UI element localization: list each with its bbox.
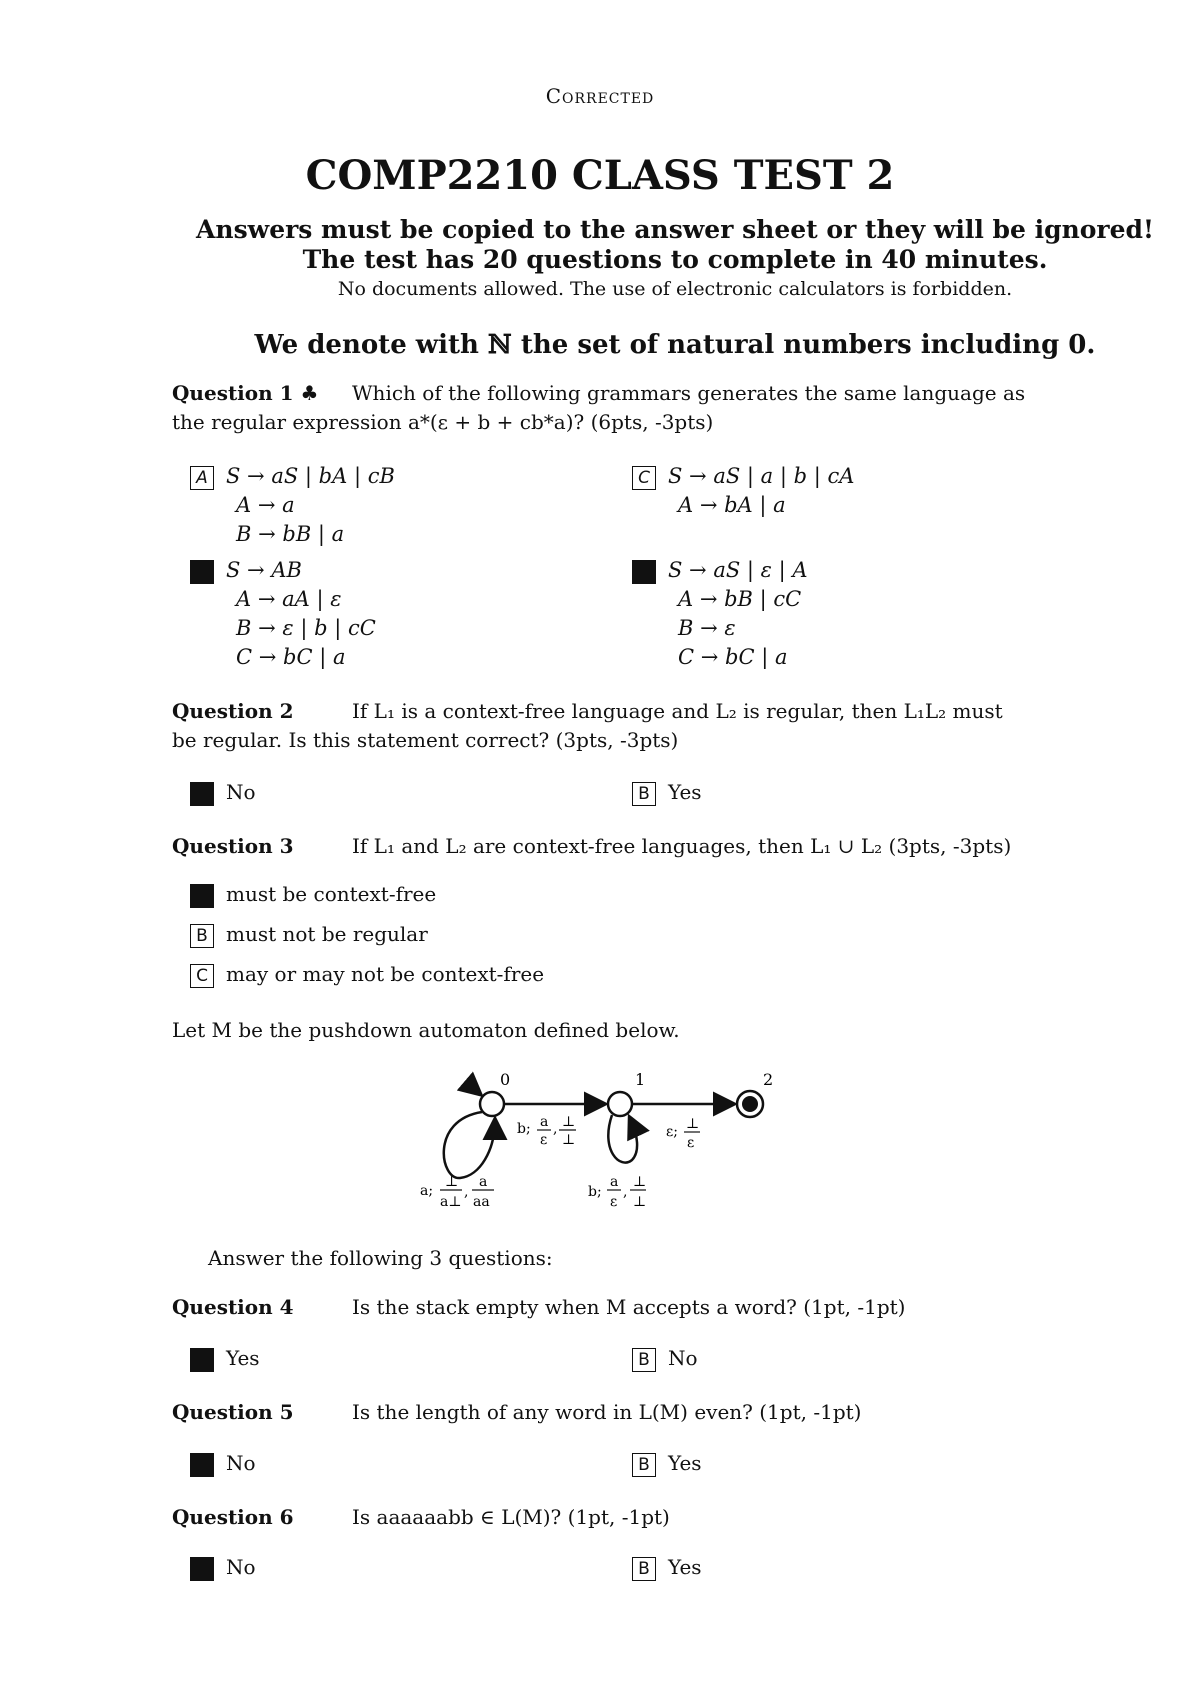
t01-symbol: b; bbox=[517, 1121, 531, 1137]
q2-option-b-text: Yes bbox=[668, 780, 702, 804]
instruction-line-1: Answers must be copied to the answer sheet or they will be ignored! bbox=[196, 215, 1154, 244]
q1-option-c-checkbox[interactable]: C bbox=[632, 466, 656, 490]
q4-option-a[interactable] bbox=[190, 1344, 260, 1373]
q6-option-a-text: No bbox=[226, 1555, 256, 1579]
loop1-frac1-top: a bbox=[610, 1174, 619, 1190]
q5-option-b-checkbox[interactable]: B bbox=[632, 1453, 656, 1477]
question-2-label: Question 2 bbox=[172, 699, 294, 723]
loop1-frac2-bottom: ⊥ bbox=[633, 1194, 647, 1210]
q6-option-b-checkbox[interactable]: B bbox=[632, 1557, 656, 1581]
instruction-line-3: No documents allowed. The use of electronic calculators is forbidden. bbox=[337, 278, 1013, 300]
start-arrow bbox=[466, 1082, 480, 1094]
question-6-label: Question 6 bbox=[172, 1505, 294, 1529]
loop1-symbol: b; bbox=[588, 1184, 602, 1200]
q6-option-a[interactable] bbox=[190, 1553, 256, 1582]
t01-frac1-top: a bbox=[540, 1114, 549, 1130]
question-4 bbox=[172, 1293, 1042, 1322]
question-5 bbox=[172, 1398, 1042, 1427]
q3-option-a[interactable] bbox=[190, 880, 436, 909]
q5-option-a-text: No bbox=[226, 1451, 256, 1475]
q1-option-a-rule-2: A → a bbox=[236, 493, 295, 517]
q5-option-b[interactable] bbox=[632, 1449, 702, 1478]
state-1-label: 1 bbox=[635, 1070, 646, 1089]
q3-option-a-checkbox-filled[interactable] bbox=[190, 884, 214, 908]
q1-option-d-rule-2: A → bB | cC bbox=[678, 587, 802, 611]
loop0-frac2-top: a bbox=[479, 1174, 488, 1190]
q1-option-b-rule-1: S → AB bbox=[226, 558, 302, 582]
pda-intro: Let M be the pushdown automaton defined below. bbox=[172, 1018, 680, 1042]
q1-option-a[interactable] bbox=[190, 462, 395, 549]
t01-frac1-bottom: ε bbox=[540, 1132, 548, 1148]
q1-option-b-rule-3: B → ε | b | cC bbox=[236, 616, 376, 640]
t12-frac-top: ⊥ bbox=[686, 1116, 700, 1132]
t12-symbol: ε; bbox=[666, 1124, 678, 1140]
q1-option-a-rule-1: S → aS | bA | cB bbox=[226, 464, 395, 488]
loop0-symbol: a; bbox=[420, 1183, 434, 1199]
loop-state-1 bbox=[608, 1115, 637, 1163]
q4-option-b-checkbox[interactable]: B bbox=[632, 1348, 656, 1372]
state-0-label: 0 bbox=[500, 1070, 511, 1089]
q1-option-b-checkbox-filled[interactable] bbox=[190, 560, 214, 584]
question-6-text: Is aaaaaabb ∈ L(M)? (1pt, -1pt) bbox=[352, 1505, 670, 1529]
q1-option-d-rule-1: S → aS | ε | A bbox=[668, 558, 808, 582]
q1-option-d[interactable] bbox=[632, 556, 808, 672]
state-0 bbox=[480, 1092, 504, 1116]
q6-option-b[interactable] bbox=[632, 1553, 702, 1582]
naturals-note: We denote with ℕ the set of natural numbers including 0. bbox=[254, 330, 1096, 360]
q1-option-b-rule-4: C → bC | a bbox=[236, 645, 346, 669]
q3-option-a-text: must be context-free bbox=[226, 882, 437, 906]
q3-option-c[interactable] bbox=[190, 960, 544, 989]
q3-option-c-text: may or may not be context-free bbox=[226, 962, 545, 986]
question-6 bbox=[172, 1503, 1042, 1532]
q4-option-b[interactable] bbox=[632, 1344, 698, 1373]
svg-text:,: , bbox=[464, 1184, 469, 1200]
q1-option-b[interactable] bbox=[190, 556, 376, 672]
q1-option-d-rule-4: C → bC | a bbox=[678, 645, 788, 669]
q3-option-b[interactable] bbox=[190, 920, 428, 949]
page-header: Corrected bbox=[545, 84, 655, 108]
q1-option-a-rule-3: B → bB | a bbox=[236, 522, 345, 546]
q1-option-c-rule-1: S → aS | a | b | cA bbox=[668, 464, 855, 488]
loop-state-0 bbox=[444, 1112, 495, 1178]
instruction-line-2: The test has 20 questions to complete in 40 minutes. bbox=[302, 245, 1048, 274]
loop0-frac2-bottom: aa bbox=[473, 1194, 490, 1210]
loop1-frac1-bottom: ε bbox=[610, 1194, 618, 1210]
q4-option-a-text: Yes bbox=[226, 1346, 260, 1370]
question-5-text: Is the length of any word in L(M) even? (1pt, -1pt) bbox=[352, 1400, 862, 1424]
q5-option-a-checkbox-filled[interactable] bbox=[190, 1453, 214, 1477]
question-2 bbox=[172, 697, 1042, 726]
q6-option-b-text: Yes bbox=[668, 1555, 702, 1579]
state-2-accepting-mark bbox=[742, 1096, 758, 1112]
question-4-text: Is the stack empty when M accepts a word? (1pt, -1pt) bbox=[352, 1295, 906, 1319]
state-2-label: 2 bbox=[763, 1070, 774, 1089]
loop1-frac2-top: ⊥ bbox=[633, 1174, 647, 1190]
q2-option-b[interactable] bbox=[632, 778, 702, 807]
question-1-label: Question 1 ♣ bbox=[172, 381, 319, 405]
q2-option-a-text: No bbox=[226, 780, 256, 804]
question-1-text-line-1: Which of the following grammars generates the same language as bbox=[352, 381, 1026, 405]
q3-option-b-text: must not be regular bbox=[226, 922, 428, 946]
q3-option-c-checkbox[interactable]: C bbox=[190, 964, 214, 988]
t01-frac2-bottom: ⊥ bbox=[562, 1132, 576, 1148]
question-2-text-line-2: be regular. Is this statement correct? (3pts, -3pts) bbox=[172, 728, 679, 752]
loop0-frac1-top: ⊥ bbox=[445, 1174, 459, 1190]
t12-frac-bottom: ε bbox=[687, 1135, 695, 1151]
q1-option-b-rule-2: A → aA | ε bbox=[236, 587, 342, 611]
q1-option-d-checkbox-filled[interactable] bbox=[632, 560, 656, 584]
t01-frac2-top: ⊥ bbox=[562, 1114, 576, 1130]
q3-option-b-checkbox[interactable]: B bbox=[190, 924, 214, 948]
question-1-text-line-2: the regular expression a*(ε + b + cb*a)? (6pts, -3pts) bbox=[172, 410, 714, 434]
question-3-label: Question 3 bbox=[172, 834, 294, 858]
q2-option-a[interactable] bbox=[190, 778, 256, 807]
q5-option-b-text: Yes bbox=[668, 1451, 702, 1475]
svg-text:,: , bbox=[553, 1121, 558, 1137]
q2-option-a-checkbox-filled[interactable] bbox=[190, 782, 214, 806]
q6-option-a-checkbox-filled[interactable] bbox=[190, 1557, 214, 1581]
q2-option-b-checkbox[interactable]: B bbox=[632, 782, 656, 806]
question-2-text-line-1: If L₁ is a context-free language and L₂ is regular, then L₁L₂ must bbox=[352, 699, 1003, 723]
q1-option-a-checkbox[interactable]: A bbox=[190, 466, 214, 490]
page-title: COMP2210 CLASS TEST 2 bbox=[305, 152, 895, 199]
question-4-label: Question 4 bbox=[172, 1295, 294, 1319]
q4-option-a-checkbox-filled[interactable] bbox=[190, 1348, 214, 1372]
question-3-text: If L₁ and L₂ are context-free languages, then L₁ ∪ L₂ (3pts, -3pts) bbox=[352, 834, 1012, 858]
loop0-frac1-bottom: a⊥ bbox=[440, 1194, 462, 1210]
pda-diagram bbox=[400, 1060, 800, 1220]
svg-text:,: , bbox=[623, 1184, 628, 1200]
question-5-label: Question 5 bbox=[172, 1400, 294, 1424]
q1-option-c[interactable] bbox=[632, 462, 854, 520]
q1-option-d-rule-3: B → ε bbox=[678, 616, 736, 640]
q4-option-b-text: No bbox=[668, 1346, 698, 1370]
question-1 bbox=[172, 379, 1042, 408]
answer-intro: Answer the following 3 questions: bbox=[208, 1246, 553, 1270]
question-3 bbox=[172, 832, 1042, 861]
q1-option-c-rule-2: A → bA | a bbox=[678, 493, 786, 517]
state-1 bbox=[608, 1092, 632, 1116]
q5-option-a[interactable] bbox=[190, 1449, 256, 1478]
